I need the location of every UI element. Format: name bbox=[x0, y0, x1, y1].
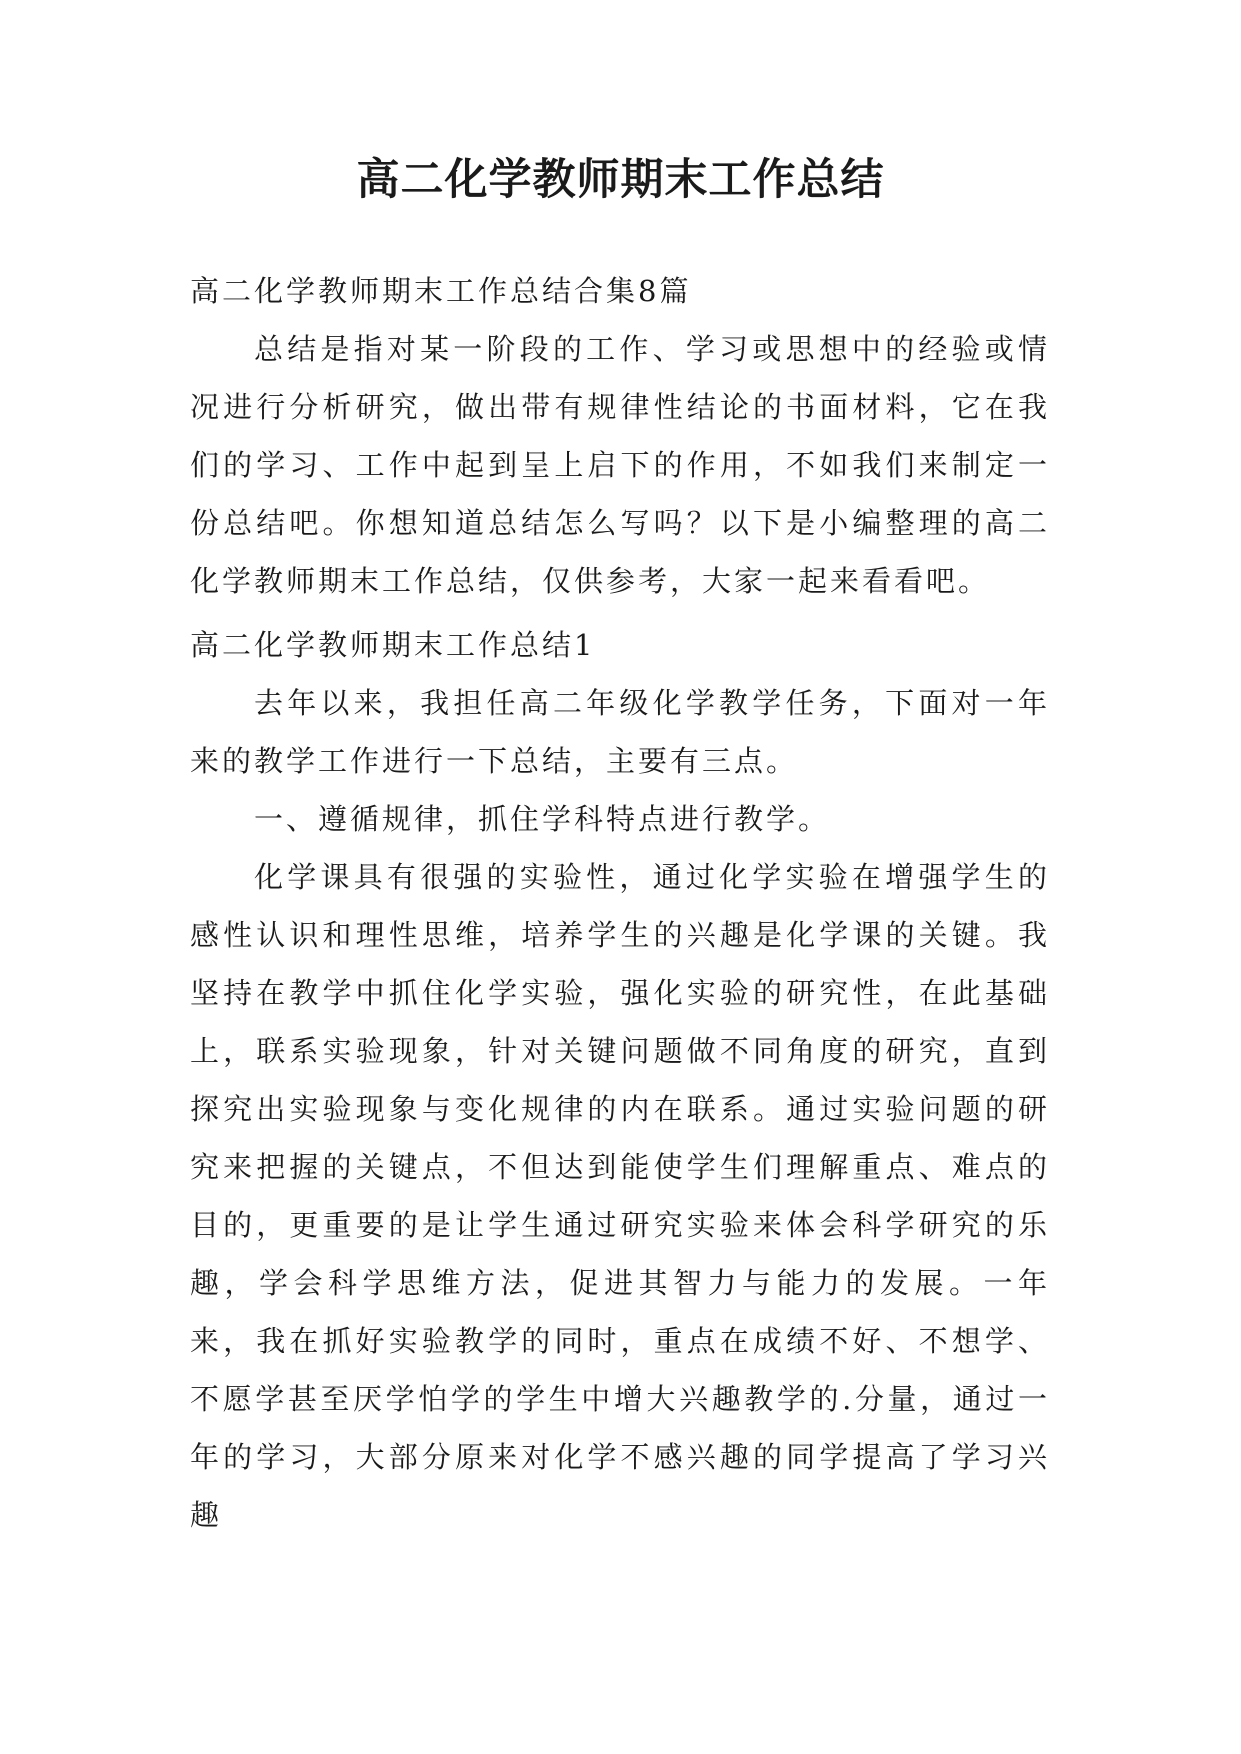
body-paragraph: 化学课具有很强的实验性，通过化学实验在增强学生的感性认识和理性思维，培养学生的兴趣是化学课的关键。我坚持在教学中抓住化学实验，强化实验的研究性，在此基础上，联系实验现象，针对关键问题做不同角度的研究，直到探究出实验现象与变化规律的内在联系。通过实验问题的研究来把握的关键点，不但达到能使学生们理解重点、难点的目的，更重要的是让学生通过研究实验来体会科学研究的乐趣，学会科学思维方法，促进其智力与能力的发展。一年来，我在抓好实验教学的同时，重点在成绩不好、不想学、不愿学甚至厌学怕学的学生中增大兴趣教学的.分量，通过一年的学习，大部分原来对化学不感兴趣的同学提高了学习兴趣 bbox=[190, 860, 1050, 1532]
intro-block bbox=[190, 320, 1050, 610]
section-heading: 高二化学教师期末工作总结1 bbox=[190, 628, 596, 662]
body-paragraph: 去年以来，我担任高二年级化学教学任务，下面对一年来的教学工作进行一下总结，主要有三点。 bbox=[190, 686, 1050, 778]
body-paragraph: 一、遵循规律，抓住学科特点进行教学。 bbox=[254, 802, 831, 836]
intro-paragraph: 总结是指对某一阶段的工作、学习或思想中的经验或情况进行分析研究，做出带有规律性结论的书面材料，它在我们的学习、工作中起到呈上启下的作用，不如我们来制定一份总结吧。你想知道总结怎么写吗？以下是小编整理的高二化学教师期末工作总结，仅供参考，大家一起来看看吧。 bbox=[190, 332, 1050, 598]
document-subtitle: 高二化学教师期末工作总结合集8篇 bbox=[190, 274, 692, 308]
document-title: 高二化学教师期末工作总结 bbox=[356, 155, 885, 205]
section-body bbox=[190, 674, 1050, 1544]
